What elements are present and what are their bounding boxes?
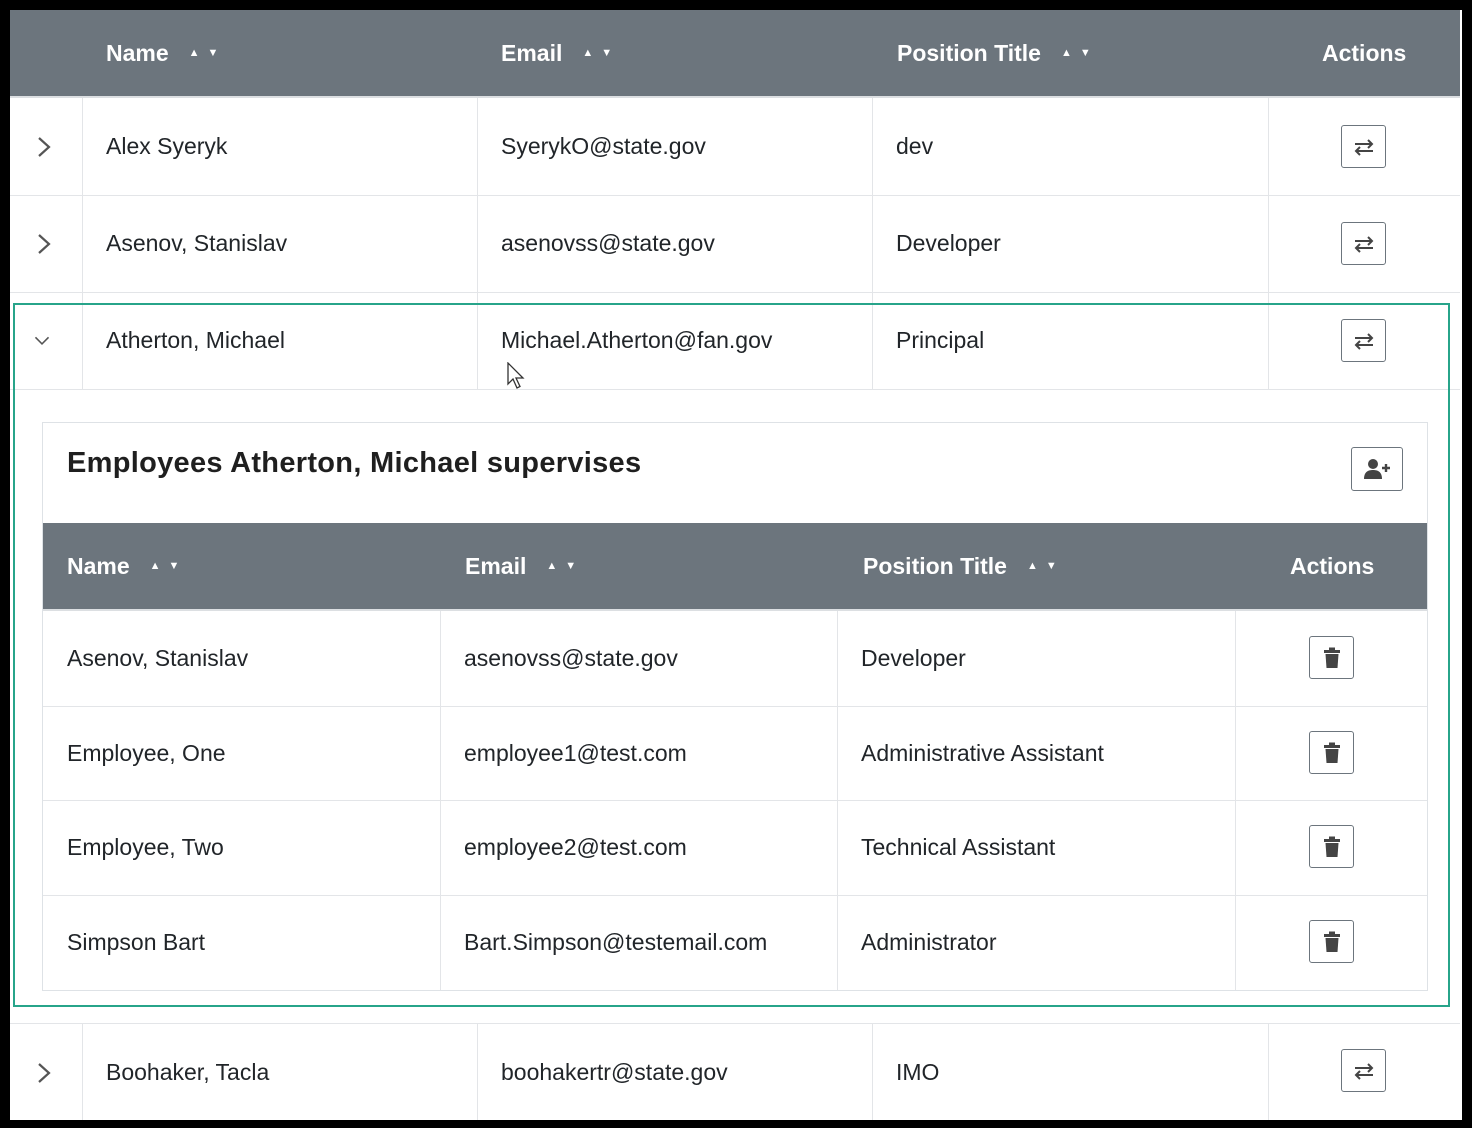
row-position: dev bbox=[896, 133, 934, 159]
detail-row-name: Asenov, Stanislav bbox=[67, 645, 249, 671]
column-header-actions bbox=[1322, 10, 1406, 96]
remove-employee-button[interactable] bbox=[1309, 731, 1354, 774]
detail-row-name: Employee, Two bbox=[67, 834, 224, 860]
detail-row bbox=[43, 611, 1427, 707]
column-header-email-label: Email bbox=[465, 552, 527, 579]
trash-icon bbox=[1323, 931, 1341, 953]
chevron-right-icon[interactable] bbox=[36, 1065, 52, 1081]
table-row bbox=[10, 98, 1460, 196]
detail-row-position: Technical Assistant bbox=[861, 834, 1056, 860]
row-name: Asenov, Stanislav bbox=[106, 230, 288, 256]
column-header-actions bbox=[1290, 523, 1374, 609]
column-header-email-label: Email bbox=[501, 39, 563, 66]
column-header-name-label: Name bbox=[67, 552, 130, 579]
column-header-name[interactable] bbox=[106, 10, 218, 96]
detail-row-email: asenovss@state.gov bbox=[464, 645, 678, 671]
reassign-button[interactable] bbox=[1341, 125, 1386, 168]
row-position: IMO bbox=[896, 1059, 940, 1085]
user-plus-icon bbox=[1363, 458, 1391, 480]
supervised-employees-panel bbox=[42, 422, 1428, 991]
reassign-button[interactable] bbox=[1341, 222, 1386, 265]
row-email: Michael.Atherton@fan.gov bbox=[501, 327, 773, 353]
sort-icon[interactable]: ▲ ▼ bbox=[1060, 47, 1091, 59]
swap-arrows-icon bbox=[1353, 332, 1375, 350]
column-header-position-label: Position Title bbox=[897, 39, 1041, 66]
chevron-right-icon[interactable] bbox=[36, 139, 52, 155]
row-email: asenovss@state.gov bbox=[501, 230, 715, 256]
column-header-email[interactable] bbox=[501, 10, 612, 96]
add-employee-button[interactable] bbox=[1351, 447, 1403, 491]
column-header-position[interactable] bbox=[897, 10, 1091, 96]
detail-row bbox=[43, 706, 1427, 801]
row-position: Developer bbox=[896, 230, 1001, 256]
chevron-right-icon[interactable] bbox=[36, 236, 52, 252]
table-row-expanded bbox=[10, 292, 1460, 390]
sort-icon[interactable]: ▲ ▼ bbox=[582, 47, 613, 59]
reassign-button[interactable] bbox=[1341, 1049, 1386, 1092]
column-header-name[interactable] bbox=[67, 523, 179, 609]
detail-row bbox=[43, 800, 1427, 896]
reassign-button[interactable] bbox=[1341, 319, 1386, 362]
mouse-cursor-icon bbox=[507, 362, 527, 390]
sort-icon[interactable]: ▲ ▼ bbox=[149, 560, 180, 572]
row-name: Alex Syeryk bbox=[106, 133, 228, 159]
table-row bbox=[10, 195, 1460, 293]
swap-arrows-icon bbox=[1353, 138, 1375, 156]
swap-arrows-icon bbox=[1353, 1062, 1375, 1080]
remove-employee-button[interactable] bbox=[1309, 636, 1354, 679]
trash-icon bbox=[1323, 647, 1341, 669]
detail-row-position: Administrative Assistant bbox=[861, 739, 1104, 766]
column-header-name-label: Name bbox=[106, 39, 169, 66]
remove-employee-button[interactable] bbox=[1309, 825, 1354, 868]
detail-table-header bbox=[43, 523, 1427, 611]
sort-icon[interactable]: ▲ ▼ bbox=[546, 560, 577, 572]
panel-title: Employees Atherton, Michael supervises bbox=[67, 447, 642, 479]
detail-row-email: employee1@test.com bbox=[464, 739, 687, 766]
row-email: boohakertr@state.gov bbox=[501, 1059, 728, 1085]
remove-employee-button[interactable] bbox=[1309, 920, 1354, 963]
detail-row-name: Simpson Bart bbox=[67, 929, 206, 955]
column-header-actions-label: Actions bbox=[1290, 552, 1375, 579]
column-header-position[interactable] bbox=[863, 523, 1057, 609]
detail-row bbox=[43, 895, 1427, 990]
row-email: SyerykO@state.gov bbox=[501, 133, 706, 159]
row-name: Boohaker, Tacla bbox=[106, 1059, 270, 1085]
row-position: Principal bbox=[896, 327, 985, 353]
trash-icon bbox=[1323, 836, 1341, 858]
row-name: Atherton, Michael bbox=[106, 327, 285, 353]
table-header bbox=[10, 10, 1460, 98]
trash-icon bbox=[1323, 742, 1341, 764]
supervisor-table bbox=[10, 10, 1462, 1120]
sort-icon[interactable]: ▲ ▼ bbox=[1026, 560, 1057, 572]
table-row bbox=[10, 1023, 1460, 1120]
column-header-actions-label: Actions bbox=[1322, 39, 1407, 66]
detail-row-email: Bart.Simpson@testemail.com bbox=[464, 929, 768, 955]
detail-row-position: Administrator bbox=[861, 929, 997, 955]
chevron-down-icon[interactable] bbox=[34, 333, 50, 349]
column-header-position-label: Position Title bbox=[863, 552, 1007, 579]
detail-row-name: Employee, One bbox=[67, 739, 226, 766]
sort-icon[interactable]: ▲ ▼ bbox=[188, 47, 219, 59]
column-header-email[interactable] bbox=[465, 523, 576, 609]
detail-row-position: Developer bbox=[861, 645, 966, 671]
swap-arrows-icon bbox=[1353, 235, 1375, 253]
detail-row-email: employee2@test.com bbox=[464, 834, 687, 860]
